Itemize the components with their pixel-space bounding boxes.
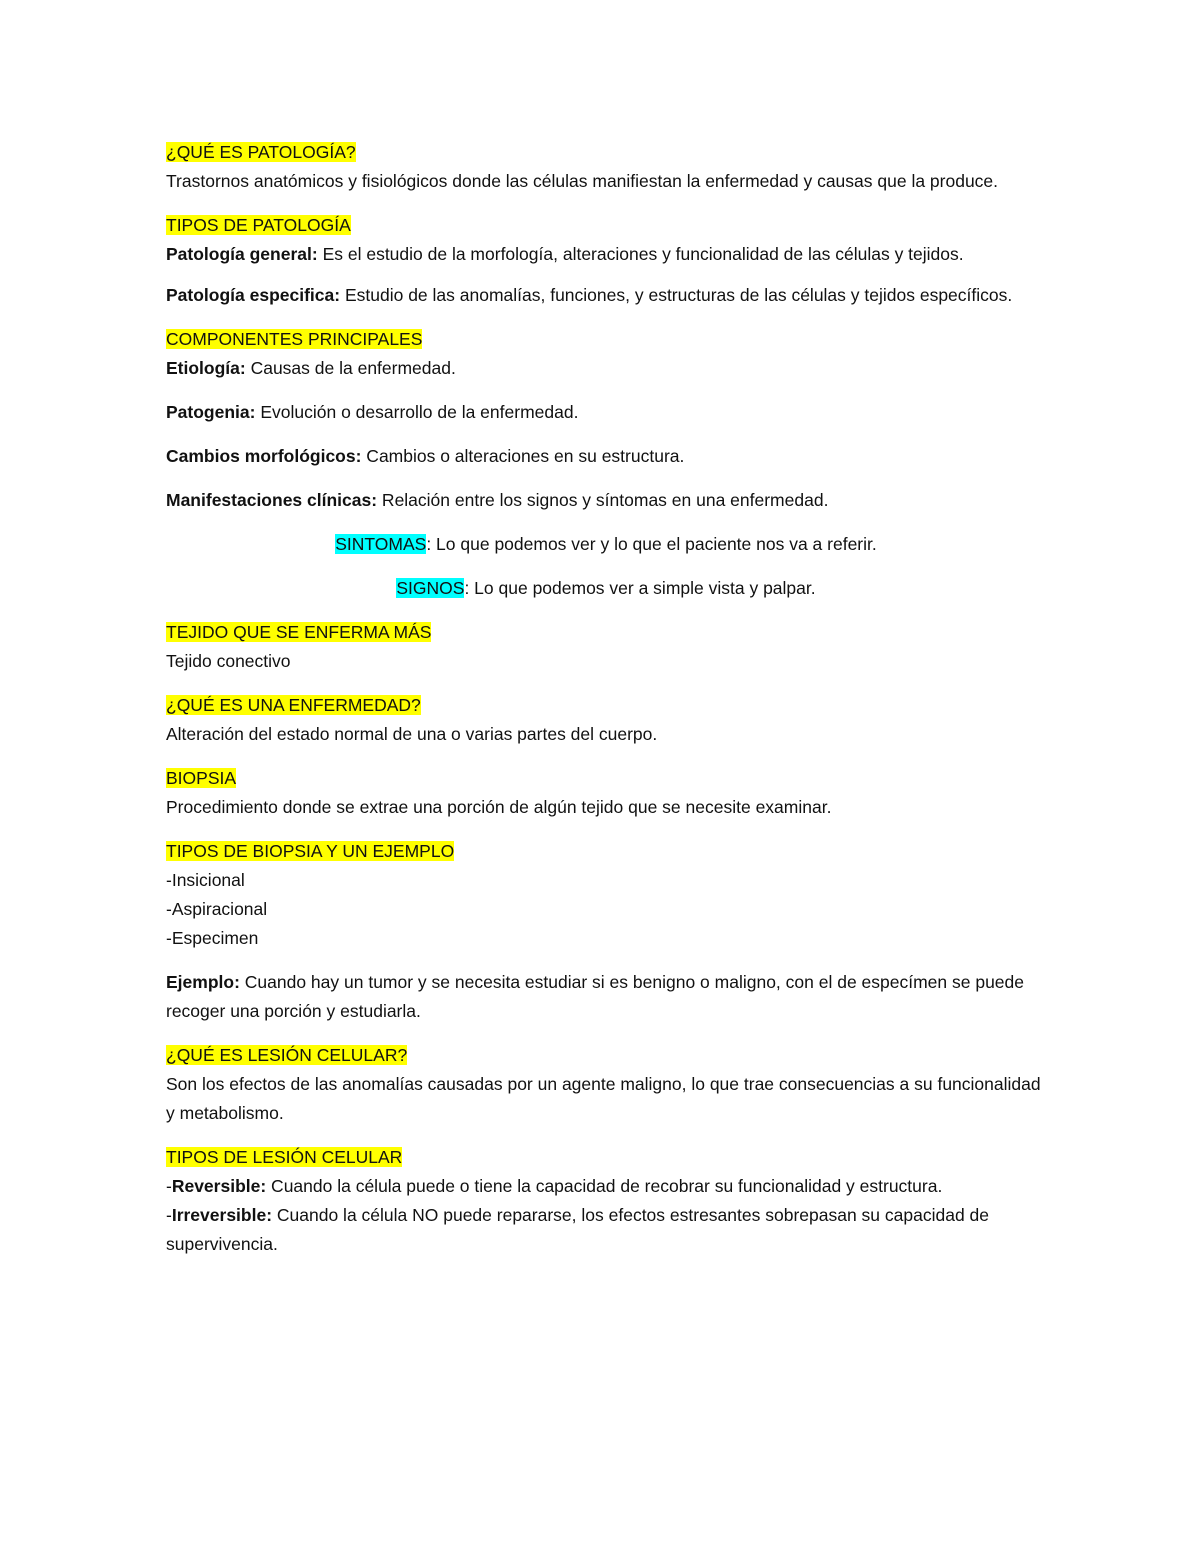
text-tejido: Tejido conectivo — [166, 651, 291, 671]
term-etiologia: Etiología: — [166, 358, 246, 378]
desc-signos: : Lo que podemos ver a simple vista y palpar. — [464, 578, 816, 598]
heading-enfermedad: ¿QUÉ ES UNA ENFERMEDAD? — [166, 695, 421, 715]
desc-etiologia: Causas de la enfermedad. — [245, 358, 456, 378]
heading-tejido: TEJIDO QUE SE ENFERMA MÁS — [166, 622, 432, 642]
section-que-es-patologia — [166, 138, 1046, 196]
heading-tipos-lesion: TIPOS DE LESIÓN CELULAR — [166, 1147, 403, 1167]
dash-irreversible: - — [166, 1205, 172, 1225]
section-tipos-lesion — [166, 1143, 1046, 1259]
section-componentes — [166, 325, 1046, 383]
section-ejemplo — [166, 968, 1046, 1026]
text-patologia-general — [166, 240, 1046, 269]
heading-tipos-patologia: TIPOS DE PATOLOGÍA — [166, 215, 351, 235]
list-item: -Especimen — [166, 928, 259, 948]
section-tipos-biopsia — [166, 837, 1046, 953]
heading-biopsia: BIOPSIA — [166, 768, 237, 788]
desc-patogenia: Evolución o desarrollo de la enfermedad. — [255, 402, 579, 422]
text-ejemplo — [166, 968, 1046, 1026]
text-patologia-especifica — [166, 281, 1046, 310]
section-patologia-especifica — [166, 281, 1046, 310]
desc-ejemplo: Cuando hay un tumor y se necesita estudiar si es benigno o maligno, con el de especímen se puede recoger una porción y estudiarla. — [166, 972, 1025, 1021]
heading-que-es-patologia: ¿QUÉ ES PATOLOGÍA? — [166, 142, 356, 162]
document-page — [166, 138, 1046, 1274]
desc-manifestaciones: Relación entre los signos y síntomas en una enfermedad. — [377, 490, 829, 510]
desc-irreversible: Cuando la célula NO puede repararse, los efectos estresantes sobrepasan su capacidad de supervivencia. — [166, 1205, 990, 1254]
section-signos — [166, 574, 1046, 603]
term-manifestaciones: Manifestaciones clínicas: — [166, 490, 378, 510]
term-patologia-general: Patología general: — [166, 244, 318, 264]
section-tipos-patologia — [166, 211, 1046, 269]
text-lesion: Son los efectos de las anomalías causadas por un agente maligno, lo que trae consecuencias a su funcionalidad y metabolismo. — [166, 1074, 1041, 1123]
text-sintomas — [166, 530, 1046, 559]
desc-patologia-general: Es el estudio de la morfología, alteraciones y funcionalidad de las células y tejidos. — [317, 244, 964, 264]
term-patogenia: Patogenia: — [166, 402, 256, 422]
text-signos — [166, 574, 1046, 603]
term-signos: SIGNOS — [396, 578, 465, 598]
section-sintomas — [166, 530, 1046, 559]
text-irreversible — [166, 1201, 1046, 1259]
dash-reversible: - — [166, 1176, 172, 1196]
text-enfermedad: Alteración del estado normal de una o varias partes del cuerpo. — [166, 724, 658, 744]
section-lesion — [166, 1041, 1046, 1128]
text-cambios — [166, 442, 1046, 471]
section-manifestaciones — [166, 486, 1046, 515]
list-item: -Aspiracional — [166, 899, 268, 919]
term-cambios: Cambios morfológicos: — [166, 446, 362, 466]
text-que-es-patologia: Trastornos anatómicos y fisiológicos donde las células manifiestan la enfermedad y causas que la produce. — [166, 171, 999, 191]
text-patogenia — [166, 398, 1046, 427]
heading-lesion: ¿QUÉ ES LESIÓN CELULAR? — [166, 1045, 408, 1065]
text-reversible — [166, 1172, 1046, 1201]
desc-cambios: Cambios o alteraciones en su estructura. — [361, 446, 685, 466]
desc-sintomas: : Lo que podemos ver y lo que el paciente nos va a referir. — [426, 534, 877, 554]
text-manifestaciones — [166, 486, 1046, 515]
term-reversible: Reversible: — [171, 1176, 267, 1196]
section-patogenia — [166, 398, 1046, 427]
section-enfermedad — [166, 691, 1046, 749]
section-biopsia — [166, 764, 1046, 822]
text-biopsia: Procedimiento donde se extrae una porción de algún tejido que se necesite examinar. — [166, 797, 832, 817]
term-sintomas: SINTOMAS — [335, 534, 427, 554]
heading-componentes: COMPONENTES PRINCIPALES — [166, 329, 423, 349]
desc-patologia-especifica: Estudio de las anomalías, funciones, y estructuras de las células y tejidos específicos. — [340, 285, 1013, 305]
list-item: -Insicional — [166, 870, 245, 890]
term-irreversible: Irreversible: — [171, 1205, 273, 1225]
desc-reversible: Cuando la célula puede o tiene la capacidad de recobrar su funcionalidad y estructura. — [266, 1176, 943, 1196]
text-etiologia — [166, 354, 1046, 383]
section-cambios — [166, 442, 1046, 471]
term-ejemplo: Ejemplo: — [166, 972, 240, 992]
term-patologia-especifica: Patología especifica: — [166, 285, 341, 305]
section-tejido — [166, 618, 1046, 676]
heading-tipos-biopsia: TIPOS DE BIOPSIA Y UN EJEMPLO — [166, 841, 455, 861]
